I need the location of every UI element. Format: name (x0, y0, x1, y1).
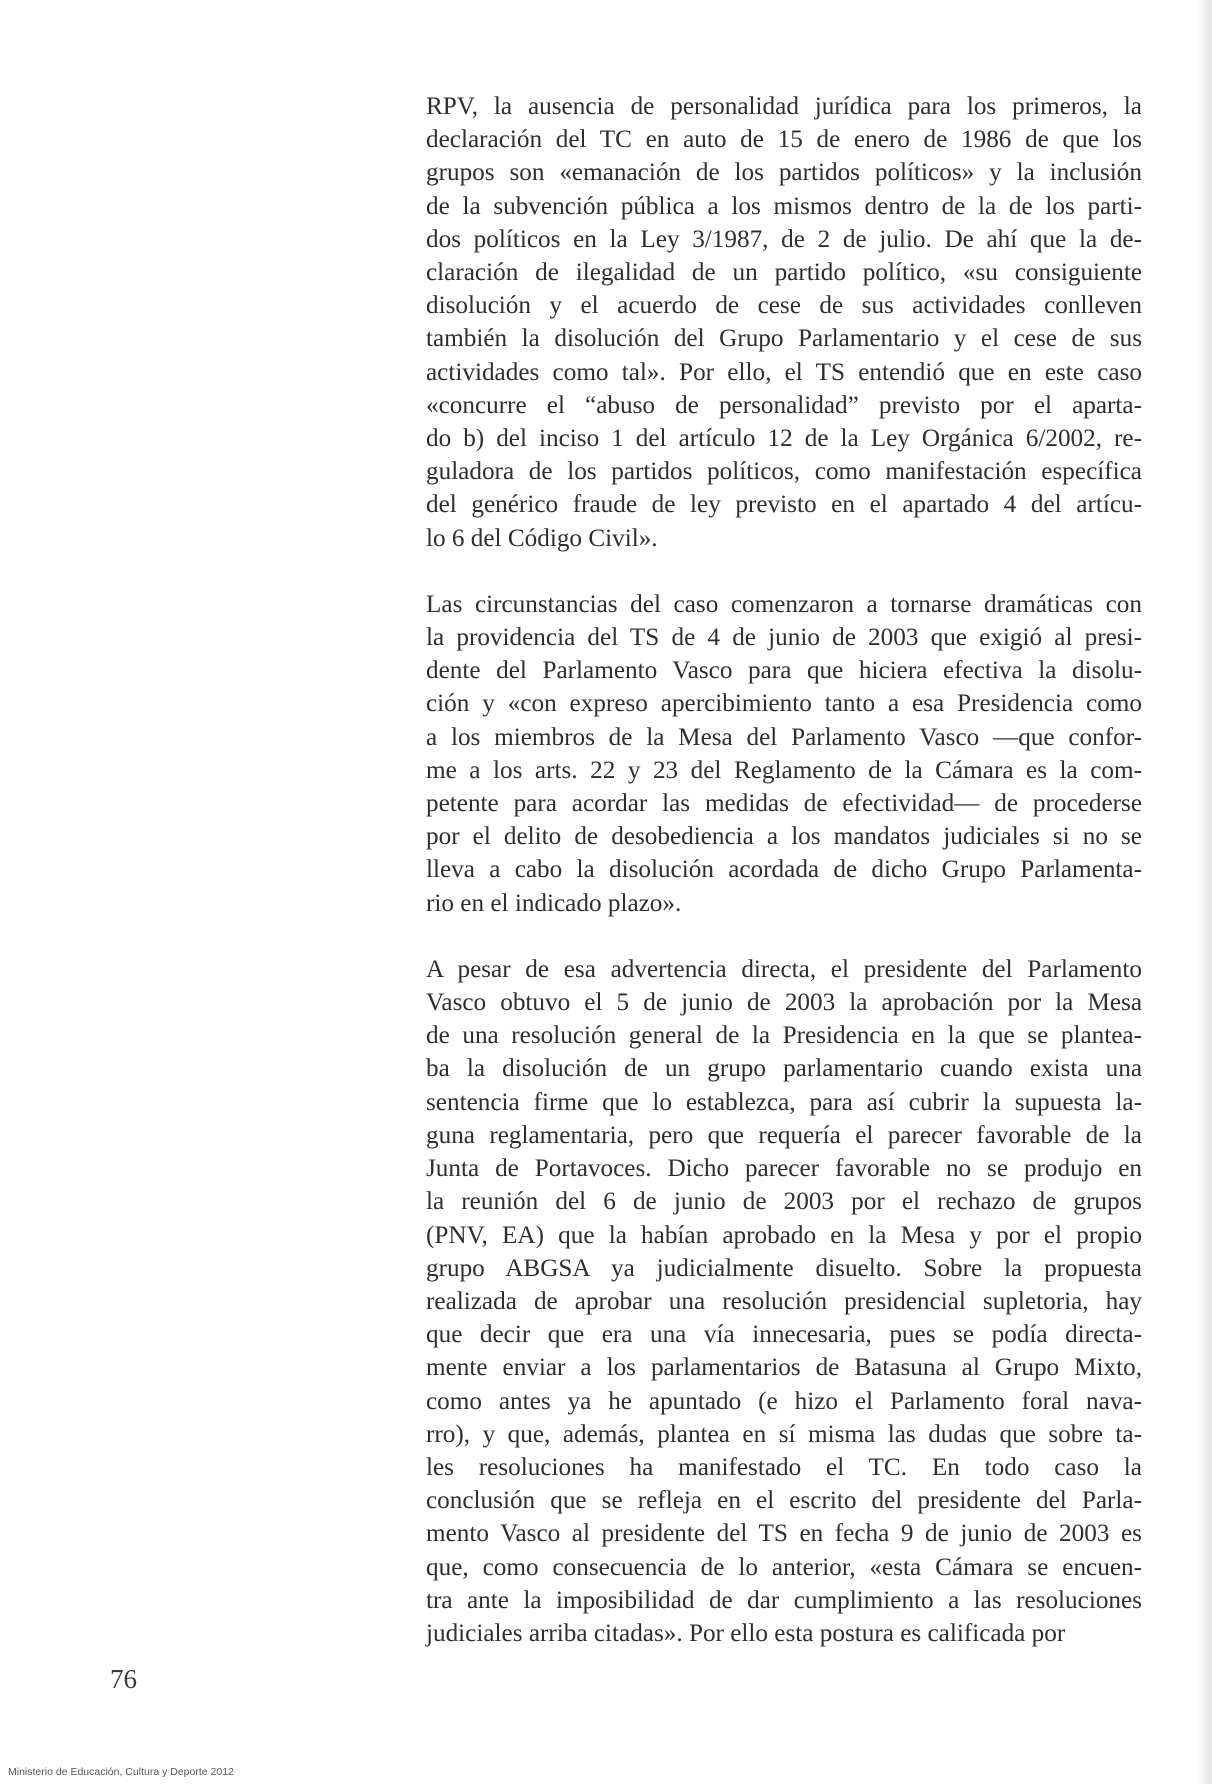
text-line: que decir que era una vía innecesaria, pues se podía directa- (426, 1321, 1142, 1349)
text-line: rro), y que, además, plantea en sí misma las dudas que sobre ta- (426, 1420, 1142, 1448)
text-line: sentencia firme que lo establezca, para así cubrir la supuesta la- (426, 1088, 1142, 1116)
text-line: también la disolución del Grupo Parlamentario y el cese de sus (426, 325, 1142, 353)
text-line: lo 6 del Código Civil». (426, 524, 658, 552)
text-line: guladora de los partidos políticos, como manifestación específica (426, 458, 1142, 486)
paragraph-gap (426, 555, 1142, 588)
text-line: la reunión del 6 de junio de 2003 por el rechazo de grupos (426, 1188, 1142, 1216)
text-line: do b) del inciso 1 del artículo 12 de la Ley Orgánica 6/2002, re- (426, 425, 1142, 453)
page-edge-shadow (1198, 0, 1212, 1784)
text-line: conclusión que se refleja en el escrito del presidente del Parla- (426, 1487, 1142, 1515)
text-line: guna reglamentaria, pero que requería el parecer favorable de la (426, 1121, 1142, 1149)
text-line: me a los arts. 22 y 23 del Reglamento de la Cámara es la com- (426, 756, 1142, 784)
paragraph-1 (426, 90, 1142, 555)
text-line: tra ante la imposibilidad de dar cumplimiento a las resoluciones (426, 1586, 1142, 1614)
text-line: grupos son «emanación de los partidos políticos» y la inclusión (426, 159, 1142, 187)
text-line: actividades como tal». Por ello, el TS entendió que en este caso (426, 358, 1142, 386)
text-line: realizada de aprobar una resolución presidencial supletoria, hay (426, 1287, 1142, 1315)
text-line: grupo ABGSA ya judicialmente disuelto. Sobre la propuesta (426, 1254, 1142, 1282)
text-line: mente enviar a los parlamentarios de Batasuna al Grupo Mixto, (426, 1354, 1142, 1382)
text-line: dos políticos en la Ley 3/1987, de 2 de julio. De ahí que la de- (426, 225, 1142, 253)
text-line: disolución y el acuerdo de cese de sus actividades conlleven (426, 292, 1142, 320)
text-line: mento Vasco al presidente del TS en fecha 9 de junio de 2003 es (426, 1520, 1142, 1548)
text-line: Junta de Portavoces. Dicho parecer favorable no se produjo en (426, 1155, 1142, 1183)
text-line: les resoluciones ha manifestado el TC. En todo caso la (426, 1453, 1142, 1481)
text-line: RPV, la ausencia de personalidad jurídica para los primeros, la (426, 93, 1142, 120)
text-line: por el delito de desobediencia a los mandatos judiciales si no se (426, 823, 1142, 851)
text-line: como antes ya he apuntado (e hizo el Parlamento foral nava- (426, 1387, 1142, 1415)
text-line: a los miembros de la Mesa del Parlamento Vasco —que confor- (426, 723, 1142, 751)
paragraph-3 (426, 953, 1142, 1650)
paragraph-2 (426, 588, 1142, 920)
text-line: petente para acordar las medidas de efectividad— de procederse (426, 790, 1142, 818)
text-line: ción y «con expreso apercibimiento tanto a esa Presidencia como (426, 690, 1142, 718)
text-line: rio en el indicado plazo». (426, 889, 682, 917)
text-line: de la subvención pública a los mismos dentro de la de los parti- (426, 192, 1142, 220)
text-line: la providencia del TS de 4 de junio de 2003 que exigió al presi- (426, 624, 1142, 652)
text-line: claración de ilegalidad de un partido político, «su consiguiente (426, 259, 1142, 287)
text-line: A pesar de esa advertencia directa, el presidente del Parlamento (426, 955, 1142, 983)
text-line: (PNV, EA) que la habían aprobado en la Mesa y por el propio (426, 1221, 1142, 1249)
text-line: de una resolución general de la Presidencia en la que se plantea- (426, 1022, 1142, 1050)
text-line: dente del Parlamento Vasco para que hiciera efectiva la disolu- (426, 657, 1142, 685)
text-line: Las circunstancias del caso comenzaron a tornarse dramáticas con (426, 590, 1142, 618)
text-line: declaración del TC en auto de 15 de enero de 1986 de que los (426, 126, 1142, 154)
text-line: lleva a cabo la disolución acordada de dicho Grupo Parlamenta- (426, 856, 1142, 884)
paragraph-gap (426, 920, 1142, 953)
text-line: que, como consecuencia de lo anterior, «esta Cámara se encuen- (426, 1553, 1142, 1581)
body-text (426, 90, 1142, 1650)
footer-credit: Ministerio de Educación, Cultura y Deporte 2012 (8, 1766, 234, 1778)
text-line: judiciales arriba citadas». Por ello esta postura es calificada por (426, 1619, 1066, 1647)
text-line: Vasco obtuvo el 5 de junio de 2003 la aprobación por la Mesa (426, 989, 1142, 1017)
text-line: ba la disolución de un grupo parlamentario cuando exista una (426, 1055, 1142, 1083)
text-line: «concurre el “abuso de personalidad” previsto por el aparta- (426, 391, 1142, 419)
text-line: del genérico fraude de ley previsto en el apartado 4 del artícu- (426, 491, 1142, 519)
page-number: 76 (110, 1664, 137, 1694)
